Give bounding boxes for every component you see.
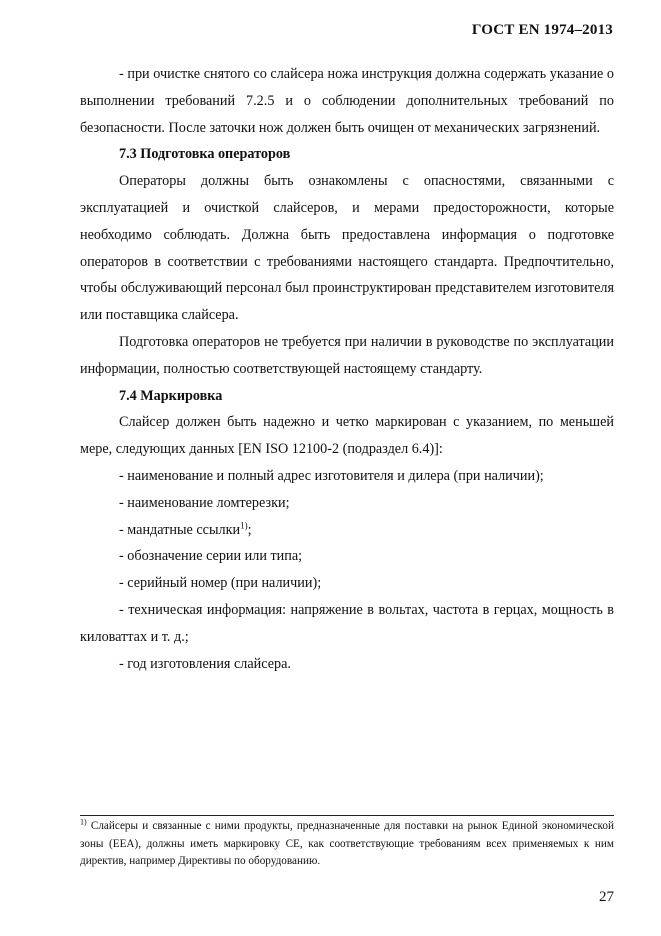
list-item-serial-number: - серийный номер (при наличии); [119, 575, 322, 592]
footnote-marker: 1) [80, 817, 87, 827]
list-item-manufacturer: - наименование и полный адрес изготовителя и дилера (при наличии); [119, 467, 544, 484]
footnote-reference: 1) [240, 519, 248, 530]
paragraph-training-exemption: Подготовка операторов не требуется при наличии в руководстве по эксплуатации информации, полностью соответствующей настоящему стандарту. [80, 333, 614, 377]
paragraph-knife-cleaning: - при очистке снятого со слайсера ножа инструкция должна содержать указание о выполнении требований 7.2.5 и о соблюдении дополнительных требований по безопасности. После заточки нож должен быть очищен от механических загрязнений. [80, 66, 614, 136]
page-number: 27 [599, 889, 614, 905]
document-code-header: ГОСТ EN 1974–2013 [471, 22, 613, 38]
section-heading-7-4: 7.4 Маркировка [119, 387, 223, 404]
list-item-mandatory-refs-text: - мандатные ссылки [119, 521, 241, 538]
list-item-technical-info: - техническая информация: напряжение в вольтах, частота в герцах, мощность в киловаттах и т. д.; [80, 601, 614, 645]
list-item-manufacture-year: - год изготовления слайсера. [119, 655, 291, 672]
paragraph-marking-intro: Слайсер должен быть надежно и четко маркирован с указанием, по меньшей мере, следующих данных [EN ISO 12100-2 (подраздел 6.4)]: [80, 414, 614, 458]
list-item-mandatory-refs [80, 517, 614, 544]
footnote-text: Слайсеры и связанные с ними продукты, предназначенные для поставки на рынок Единой экономической зоны (EEA), должны иметь маркировку CE, как соответствующие требованиям всех применяемых к ним директив, например Директивы по оборудованию. [80, 820, 614, 867]
list-item-slicer-name: - наименование ломтерезки; [119, 494, 290, 511]
footnote-separator [80, 815, 614, 816]
footnote [80, 818, 614, 871]
list-item-mandatory-refs-tail: ; [247, 521, 252, 538]
page-body [80, 61, 614, 677]
section-heading-7-3: 7.3 Подготовка операторов [119, 146, 291, 163]
list-item-series-type: - обозначение серии или типа; [119, 548, 303, 565]
paragraph-operator-training: Операторы должны быть ознакомлены с опасностями, связанными с эксплуатацией и очисткой слайсеров, и мерами предосторожности, которые необходимо соблюдать. Должна быть предоставлена информация о подготовке операторов в соответствии с требованиями настоящего стандарта. Предпочтительно, чтобы обслуживающий персонал был проинструктирован представителем изготовителя или поставщика слайсера. [80, 173, 614, 324]
